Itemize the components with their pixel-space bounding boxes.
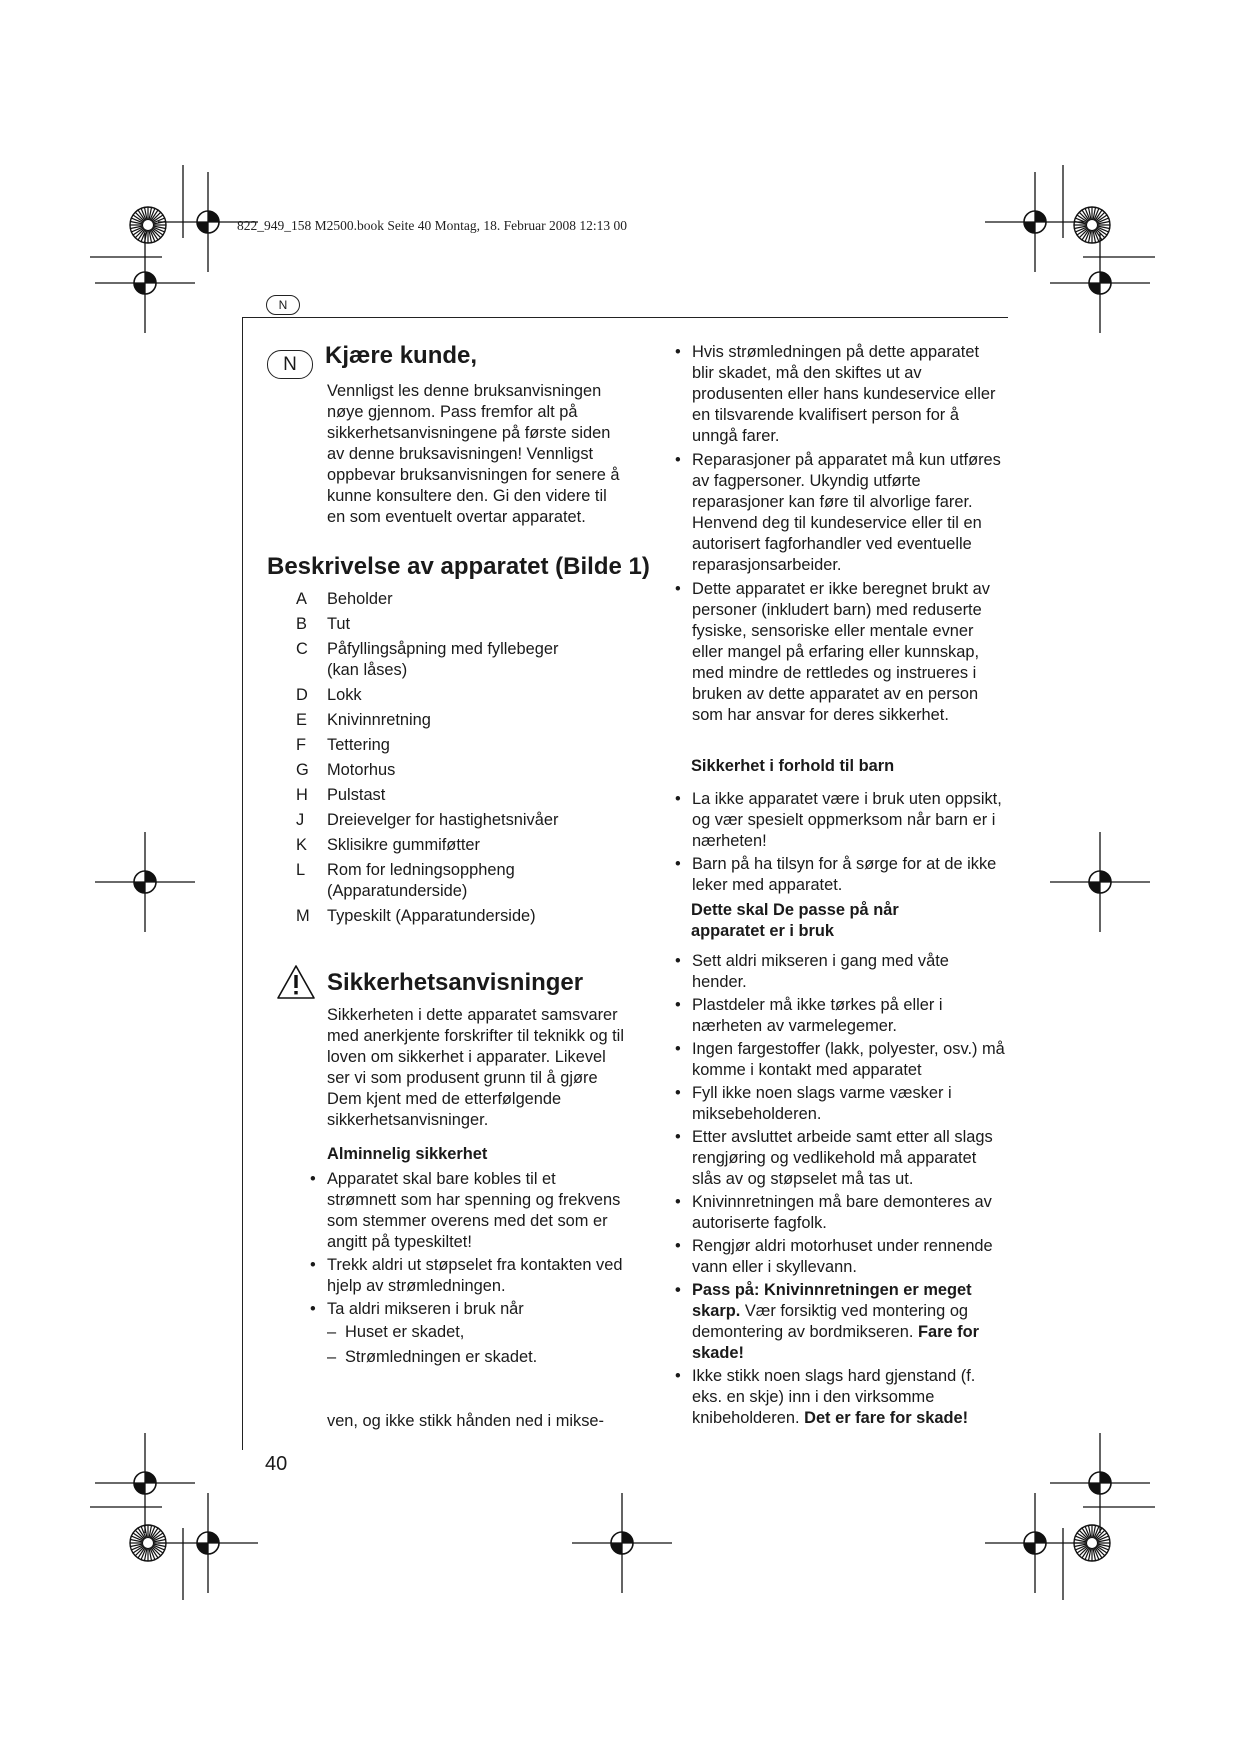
list-item: E Knivinnretning <box>296 711 431 729</box>
list-item: A Beholder <box>296 590 393 608</box>
list-item: • Apparatet skal bare kobles til et strømnett som har spenning og frekvens som stemmer overens med det som er angitt på typeskiltet! <box>310 1170 621 1251</box>
list-item: • Ta aldri mikseren i bruk når <box>310 1300 524 1318</box>
safety-list-right <box>675 342 1005 729</box>
list-item: G Motorhus <box>296 761 396 779</box>
list-item: • Ikke stikk noen slags hard gjenstand (f. eks. en skje) inn i den virksomme knibeholderen. Det er fare for skade! <box>675 1367 976 1427</box>
description-title: Beskrivelse av apparatet (Bilde 1) <box>267 553 650 580</box>
list-item: • Reparasjoner på apparatet må kun utføres av fagpersoner. Ukyndig utførte reparasjoner kan føre til alvorlige farer. Henvend deg til kundeservice eller til en autorisert fagforhandler ved eventuelle reparasjonsarbeider. <box>675 451 1001 574</box>
list-item: K Sklisikre gummiføtter <box>296 836 480 854</box>
warning-icon <box>276 964 316 1000</box>
page-number: 40 <box>265 1453 288 1475</box>
intro-title: Kjære kunde, <box>325 342 478 369</box>
list-item: C Påfyllingsåpning med fyllebeger (kan låses) <box>296 640 559 679</box>
book-info-line: 822_949_158 M2500.book Seite 40 Montag, 18. Februar 2008 12:13 00 <box>237 218 627 233</box>
list-item: • Dette apparatet er ikke beregnet brukt av personer (inkludert barn) med reduserte fysiske, sensoriske eller mentale evner eller mangel på erfaring eller kunnskap, med mindre de rettledes og instrueres i bruken av dette apparatet av en person som har ansvar for deres sikkerhet. <box>675 580 990 724</box>
use-safety-list <box>675 951 1005 1431</box>
header-rule <box>242 317 1008 318</box>
safety-intro: Sikkerheten i dette apparatet samsvarer med anerkjente forskrifter til teknikk og til loven om sikkerhet i apparater. Likevel ser vi som produsent grunn til å gjøre Dem kjent med de etterfølgende sikkerhetsanvisninger. <box>327 1006 624 1129</box>
list-item: J Dreievelger for hastighetsnivåer <box>296 811 559 829</box>
list-item: • Hvis strømledningen på dette apparatet blir skadet, må den skiftes ut av produsenten eller hans kundeservice eller en tilsvarende kvalifisert person for å unngå farer. <box>675 343 996 445</box>
intro-text: Vennligst les denne bruksanvisningen nøye gjennom. Pass fremfor alt på sikkerhetsanvisningene på første siden av denne bruksavisningen! Vennligst oppbevar bruksanvisningen for senere å kunne konsultere den. Gi den videre til en som eventuelt overtar apparatet. <box>327 382 620 526</box>
list-item: D Lokk <box>296 686 362 704</box>
language-badge: N <box>267 350 313 379</box>
list-item: F Tettering <box>296 736 390 754</box>
general-safety-list <box>310 1169 628 1372</box>
list-item: • Rengjør aldri motorhuset under rennende vann eller i skyllevann. <box>675 1237 993 1276</box>
list-item: • Pass på: Knivinnretningen er meget skarp. Vær forsiktig ved montering og demontering av bordmikseren. Fare for skade! <box>675 1281 979 1362</box>
sub-item: – Huset er skadet, <box>327 1323 465 1341</box>
list-item: M Typeskilt (Apparatunderside) <box>296 907 536 925</box>
list-item: • Fyll ikke noen slags varme væsker i miksebeholderen. <box>675 1084 952 1123</box>
list-item: B Tut <box>296 615 351 633</box>
list-item: • Etter avsluttet arbeide samt etter all slags rengjøring og vedlikehold må apparatet slås av og støpselet må tas ut. <box>675 1128 993 1188</box>
general-safety-title: Alminnelig sikkerhet <box>327 1145 488 1163</box>
list-item: • Knivinnretningen må bare demonteres av autoriserte fagfolk. <box>675 1193 992 1232</box>
parts-list <box>296 589 627 931</box>
list-item: • Ingen fargestoffer (lakk, polyester, osv.) må komme i kontakt med apparatet <box>675 1040 1005 1079</box>
list-item: • Plastdeler må ikke tørkes på eller i nærheten av varmelegemer. <box>675 996 943 1035</box>
list-item: • La ikke apparatet være i bruk uten oppsikt, og vær spesielt oppmerksom når barn er i nærheten! <box>675 790 1002 850</box>
list-item: H Pulstast <box>296 786 386 804</box>
list-item: • Barn på ha tilsyn for å sørge for at de ikke leker med apparatet. <box>675 855 997 894</box>
language-badge-small: N <box>266 295 300 315</box>
children-safety-list <box>675 789 1005 898</box>
continued-text: ven, og ikke stikk hånden ned i mikse- <box>327 1412 604 1430</box>
children-safety-title: Sikkerhet i forhold til barn <box>691 757 895 775</box>
margin-rule <box>242 317 243 1450</box>
safety-title: Sikkerhetsanvisninger <box>327 969 584 996</box>
list-item: • Sett aldri mikseren i gang med våte hender. <box>675 952 949 991</box>
sub-item: – Strømledningen er skadet. <box>327 1348 538 1366</box>
list-item: L Rom for ledningsoppheng (Apparatunderside) <box>296 861 515 900</box>
list-item: • Trekk aldri ut støpselet fra kontakten ved hjelp av strømledningen. <box>310 1256 623 1295</box>
use-safety-title: Dette skal De passe på når apparatet er i bruk <box>691 901 899 940</box>
